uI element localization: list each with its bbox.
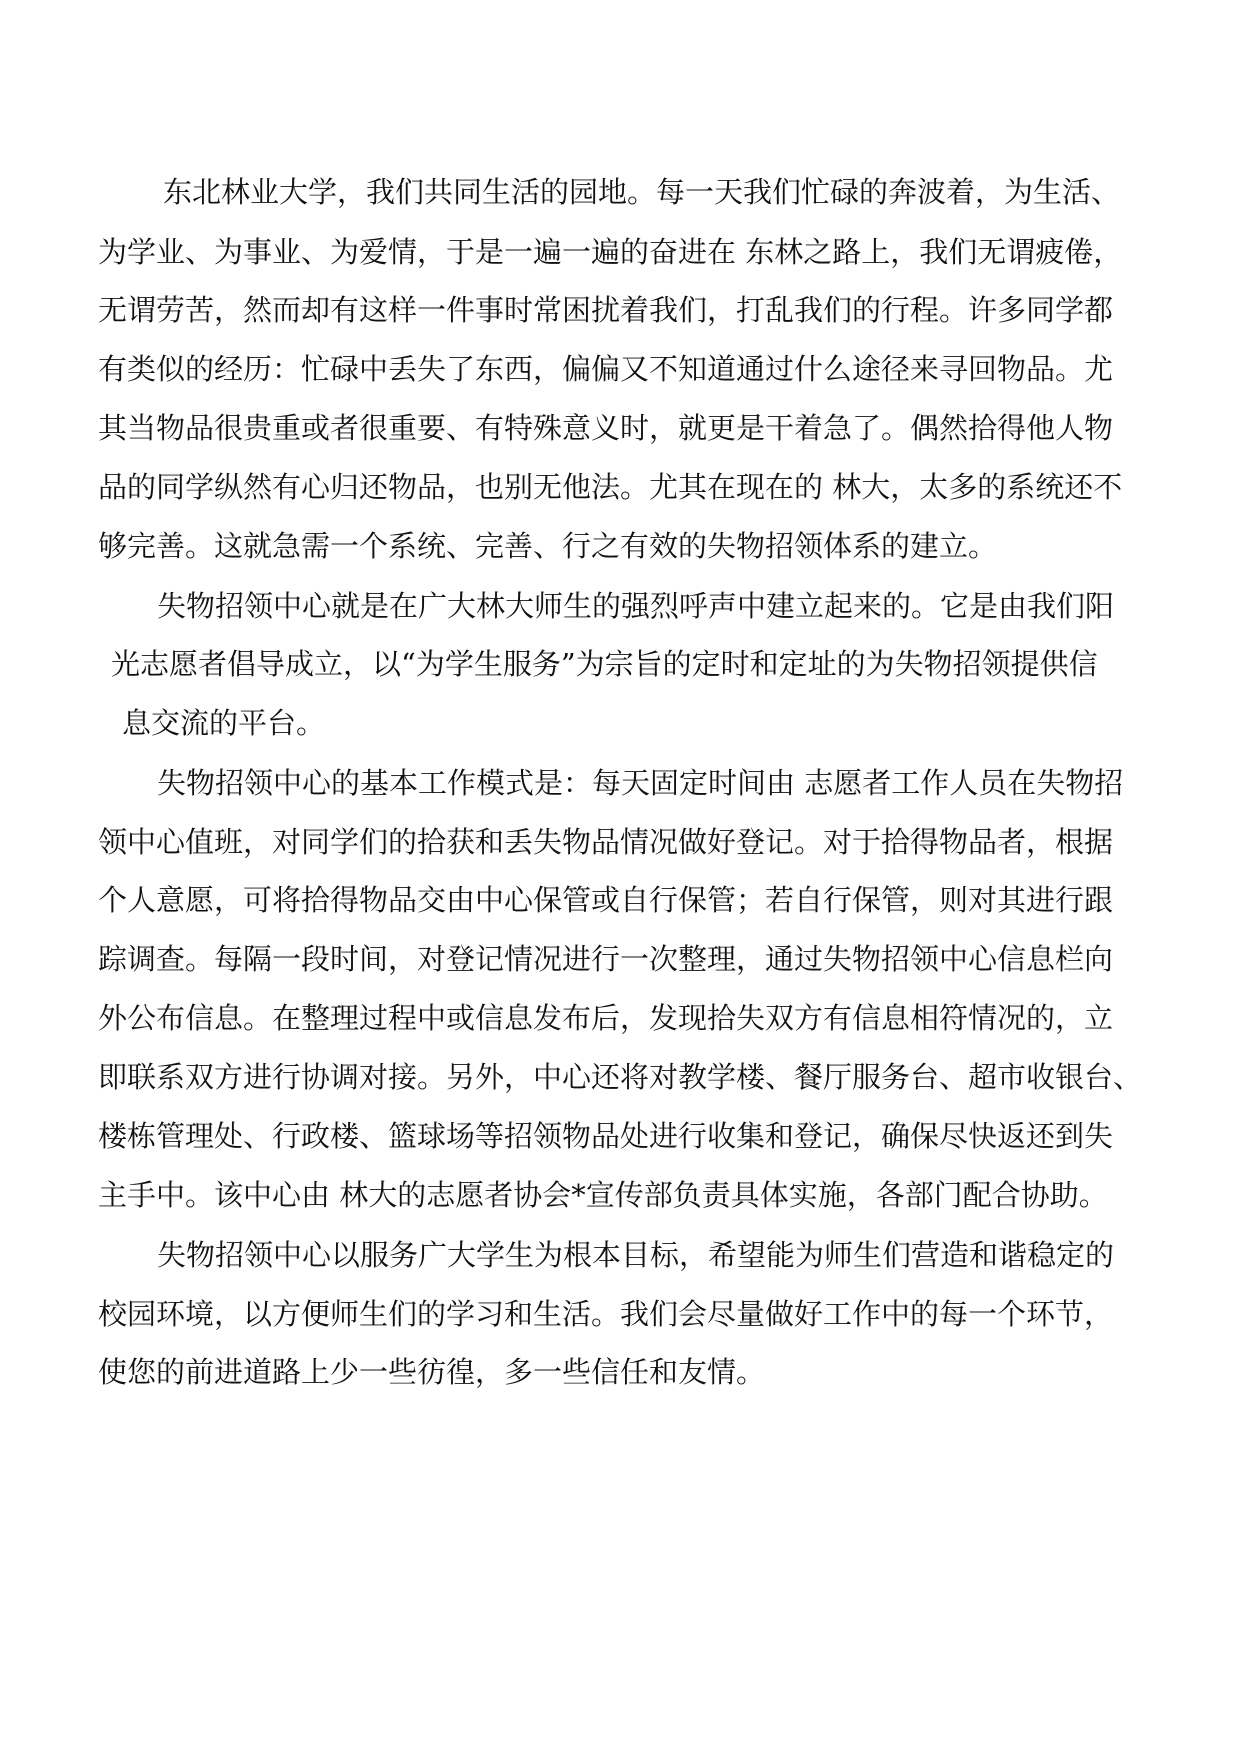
paragraph-3-line-8: 主手中。该中心由 林大的志愿者协会*宣传部负责具体实施，各部门配合协助。 xyxy=(98,1178,1108,1212)
paragraph-1-line-1: 东北林业大学，我们共同生活的园地。每一天我们忙碌的奔波着，为生活、 xyxy=(163,175,1121,209)
paragraph-4-line-2: 校园环境，以方便师生们的学习和生活。我们会尽量做好工作中的每一个环节， xyxy=(98,1297,1114,1331)
paragraph-3-line-3: 个人意愿，可将拾得物品交由中心保管或自行保管；若自行保管，则对其进行跟 xyxy=(98,883,1114,917)
paragraph-1-line-4: 有类似的经历：忙碌中丢失了东西，偏偏又不知道通过什么途径来寻回物品。尤 xyxy=(98,352,1114,386)
paragraph-2-line-3: 息交流的平台。 xyxy=(122,706,326,740)
paragraph-4-line-3: 使您的前进道路上少一些彷徨，多一些信任和友情。 xyxy=(98,1355,766,1389)
paragraph-3-line-1: 失物招领中心的基本工作模式是：每天固定时间由 志愿者工作人员在失物招 xyxy=(157,766,1124,800)
paragraph-1-line-7: 够完善。这就急需一个系统、完善、行之有效的失物招领体系的建立。 xyxy=(98,529,998,563)
paragraph-1-line-5: 其当物品很贵重或者很重要、有特殊意义时，就更是干着急了。偶然拾得他人物 xyxy=(98,411,1114,445)
paragraph-2-line-2: 光志愿者倡导成立，以“为学生服务”为宗旨的定时和定址的为失物招领提供信 xyxy=(111,647,1098,681)
paragraph-4-line-1: 失物招领中心以服务广大学生为根本目标，希望能为师生们营造和谐稳定的 xyxy=(157,1238,1115,1272)
paragraph-3-line-6: 即联系双方进行协调对接。另外，中心还将对教学楼、餐厅服务台、超市收银台、 xyxy=(98,1060,1143,1094)
paragraph-3-line-4: 踪调查。每隔一段时间，对登记情况进行一次整理，通过失物招领中心信息栏向 xyxy=(98,942,1114,976)
paragraph-3-line-7: 楼栋管理处、行政楼、篮球场等招领物品处进行收集和登记，确保尽快返还到失 xyxy=(98,1119,1114,1153)
paragraph-1-line-6: 品的同学纵然有心归还物品，也别无他法。尤其在现在的 林大，太多的系统还不 xyxy=(98,470,1123,504)
paragraph-2-line-1: 失物招领中心就是在广大林大师生的强烈呼声中建立起来的。它是由我们阳 xyxy=(157,589,1115,623)
paragraph-1-line-3: 无谓劳苦，然而却有这样一件事时常困扰着我们，打乱我们的行程。许多同学都 xyxy=(98,293,1114,327)
paragraph-3-line-2: 领中心值班，对同学们的拾获和丢失物品情况做好登记。对于拾得物品者，根据 xyxy=(98,825,1114,859)
paragraph-3-line-5: 外公布信息。在整理过程中或信息发布后，发现拾失双方有信息相符情况的，立 xyxy=(98,1001,1114,1035)
paragraph-1-line-2: 为学业、为事业、为爱情，于是一遍一遍的奋进在 东林之路上，我们无谓疲倦， xyxy=(98,235,1123,269)
